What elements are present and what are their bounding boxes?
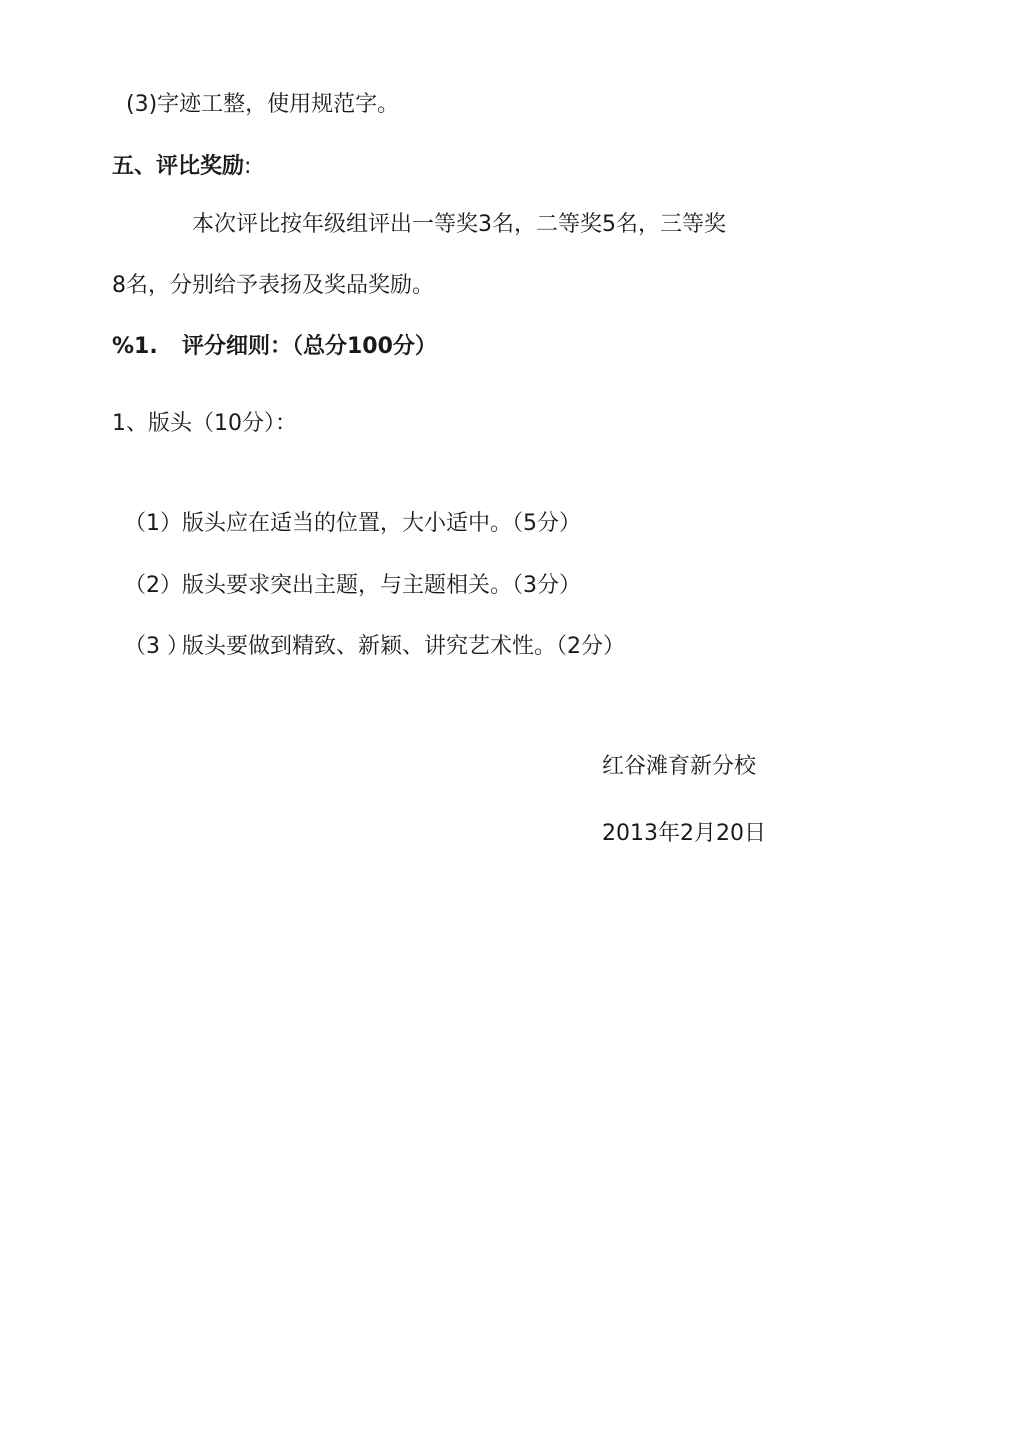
masthead-item (124, 509, 581, 539)
masthead-item-number: （3 ） (124, 634, 189, 659)
requirement-item-3: (3)字迹工整，使用规范字。 (126, 92, 400, 117)
scoring-heading-text: 评分细则：（总分100分） (182, 334, 437, 359)
masthead-item (124, 571, 581, 601)
section-heading-scoring (112, 332, 437, 362)
signature-school: 红谷滩育新分校 (602, 754, 757, 779)
masthead-item-text: 版头应在适当的位置，大小适中。（5分） (182, 511, 581, 536)
masthead-item-number: （2） (124, 573, 182, 598)
masthead-item-text: 版头要求突出主题，与主题相关。（3分） (182, 573, 581, 598)
award-paragraph-line-2: 8名，分别给予表扬及奖品奖励。 (112, 273, 434, 298)
masthead-item-number: （1） (124, 511, 182, 536)
signature-date: 2013年2月20日 (602, 821, 766, 846)
masthead-heading: 1、版头（10分）： (112, 411, 297, 436)
section-heading-colon: : (244, 154, 252, 179)
section-heading-text: 五、评比奖励 (112, 154, 245, 179)
masthead-item (124, 632, 625, 662)
award-paragraph-line-1: 本次评比按年级组评出一等奖3名，二等奖5名，三等奖 (192, 212, 726, 237)
scoring-number: %1. (112, 334, 158, 359)
section-heading-awards (112, 152, 251, 182)
masthead-item-text: 版头要做到精致、新颖、讲究艺术性。（2分） (182, 634, 625, 659)
